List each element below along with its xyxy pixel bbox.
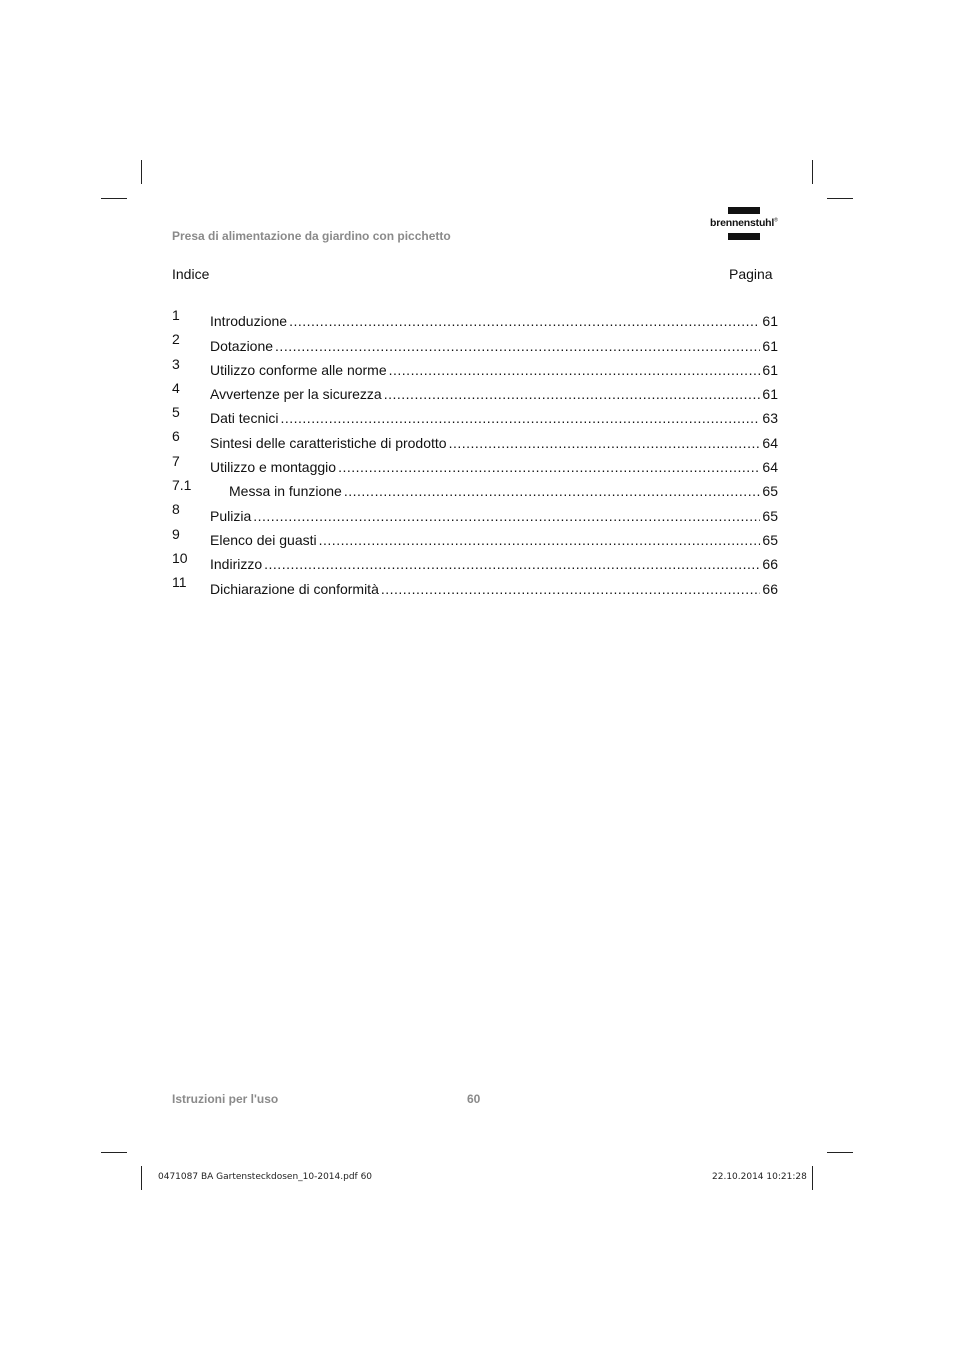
crop-mark-bottom-left-vertical <box>141 1166 142 1190</box>
toc-entry-body <box>210 355 778 379</box>
toc-entry-title: Utilizzo e montaggio <box>210 459 337 476</box>
toc-entry-body <box>210 476 778 500</box>
crop-mark-top-right-horizontal <box>827 198 853 199</box>
toc-entry-number: 8 <box>172 501 180 518</box>
toc-entry[interactable] <box>172 427 778 451</box>
crop-mark-top-left-vertical <box>141 160 142 184</box>
toc-entry-title: Sintesi delle caratteristiche di prodotto <box>210 434 447 451</box>
toc-entry-number: 9 <box>172 525 180 542</box>
document-header-title: Presa di alimentazione da giardino con picchetto <box>172 229 451 243</box>
toc-entry-title: Messa in funzione <box>229 483 342 500</box>
toc-entry-body <box>210 306 778 330</box>
toc-entry[interactable] <box>172 355 778 379</box>
toc-entry-page: 66 <box>762 580 778 597</box>
toc-entry-body <box>210 452 778 476</box>
toc-entry[interactable] <box>172 573 778 597</box>
toc-entry-body <box>210 403 778 427</box>
toc-entry-body <box>210 525 778 549</box>
crop-mark-bottom-right-vertical <box>812 1166 813 1190</box>
toc-entry-title: Avvertenze per la sicurezza <box>210 386 382 403</box>
toc-heading: Indice <box>172 266 210 282</box>
toc-entry-title: Utilizzo conforme alle norme <box>210 361 387 378</box>
footer-label: Istruzioni per l'uso <box>172 1092 279 1106</box>
toc-entry-title: Introduzione <box>210 313 288 330</box>
toc-dot-leader <box>344 482 761 500</box>
toc-entry-number: 3 <box>172 355 180 372</box>
toc-entry[interactable] <box>172 500 778 524</box>
crop-mark-top-left-horizontal <box>101 198 127 199</box>
toc-entry-number: 10 <box>172 549 188 566</box>
crop-mark-top-right-vertical <box>812 160 813 184</box>
toc-entry-title: Dichiarazione di conformità <box>210 580 379 597</box>
toc-entry-body <box>210 573 778 597</box>
toc-entry-body <box>210 379 778 403</box>
toc-entry-page: 64 <box>762 434 778 451</box>
toc-entry[interactable] <box>172 306 778 330</box>
toc-entry-page: 61 <box>762 386 778 403</box>
toc-entry[interactable] <box>172 379 778 403</box>
toc-entry-number: 1 <box>172 307 180 323</box>
toc-entry-number: 7.1 <box>172 477 192 494</box>
toc-entry-page: 61 <box>762 313 778 330</box>
toc-dot-leader <box>253 507 760 525</box>
toc-dot-leader <box>389 361 761 379</box>
logo-bar-bottom <box>728 233 760 240</box>
toc-entry-number: 7 <box>172 452 180 469</box>
toc-entry[interactable] <box>172 330 778 354</box>
toc-entry-title: Elenco dei guasti <box>210 531 317 548</box>
toc-dot-leader <box>264 555 760 573</box>
toc-entry-number: 6 <box>172 428 180 445</box>
toc-page-heading: Pagina <box>729 266 773 282</box>
toc-dot-leader <box>449 434 761 452</box>
toc-entry-page: 61 <box>762 361 778 378</box>
toc-dot-leader <box>338 458 760 476</box>
crop-mark-bottom-left-horizontal <box>101 1152 127 1153</box>
toc-entry-page: 65 <box>762 531 778 548</box>
toc-dot-leader <box>381 580 761 598</box>
toc-entry-title: Pulizia <box>210 507 252 524</box>
toc-dot-leader <box>319 531 761 549</box>
toc-entry[interactable] <box>172 549 778 573</box>
toc-entry-title: Dotazione <box>210 337 274 354</box>
toc-entry[interactable] <box>172 525 778 549</box>
toc-entry-page: 63 <box>762 410 778 427</box>
toc-entry-number: 2 <box>172 331 180 348</box>
toc-entry-body <box>210 330 778 354</box>
toc-entry-title: Dati tecnici <box>210 410 279 427</box>
toc-entry-page: 65 <box>762 483 778 500</box>
brand-logo <box>710 207 782 241</box>
toc-entry[interactable] <box>172 452 778 476</box>
print-slug-datetime: 22.10.2014 10:21:28 <box>712 1172 807 1182</box>
toc-entry-body <box>210 427 778 451</box>
toc-entry-body <box>210 549 778 573</box>
toc-entry-page: 66 <box>762 556 778 573</box>
toc-entry[interactable] <box>172 403 778 427</box>
print-slug-file: 0471087 BA Gartensteckdosen_10-2014.pdf 60 <box>158 1172 373 1182</box>
toc-entry-page: 64 <box>762 459 778 476</box>
toc-dot-leader <box>384 385 761 403</box>
table-of-contents <box>172 306 778 598</box>
toc-entry-number: 5 <box>172 404 180 421</box>
logo-bar-top <box>728 207 760 214</box>
toc-entry-page: 61 <box>762 337 778 354</box>
toc-entry[interactable] <box>172 476 778 500</box>
toc-entry-title: Indirizzo <box>210 556 263 573</box>
toc-dot-leader <box>280 409 760 427</box>
toc-dot-leader <box>275 337 760 355</box>
toc-dot-leader <box>289 312 760 330</box>
logo-wordmark: brennenstuhl® <box>710 217 778 229</box>
toc-entry-body <box>210 500 778 524</box>
page-number: 60 <box>467 1092 481 1106</box>
toc-entry-page: 65 <box>762 507 778 524</box>
toc-entry-number: 4 <box>172 379 180 396</box>
crop-mark-bottom-right-horizontal <box>827 1152 853 1153</box>
toc-entry-number: 11 <box>172 574 187 591</box>
